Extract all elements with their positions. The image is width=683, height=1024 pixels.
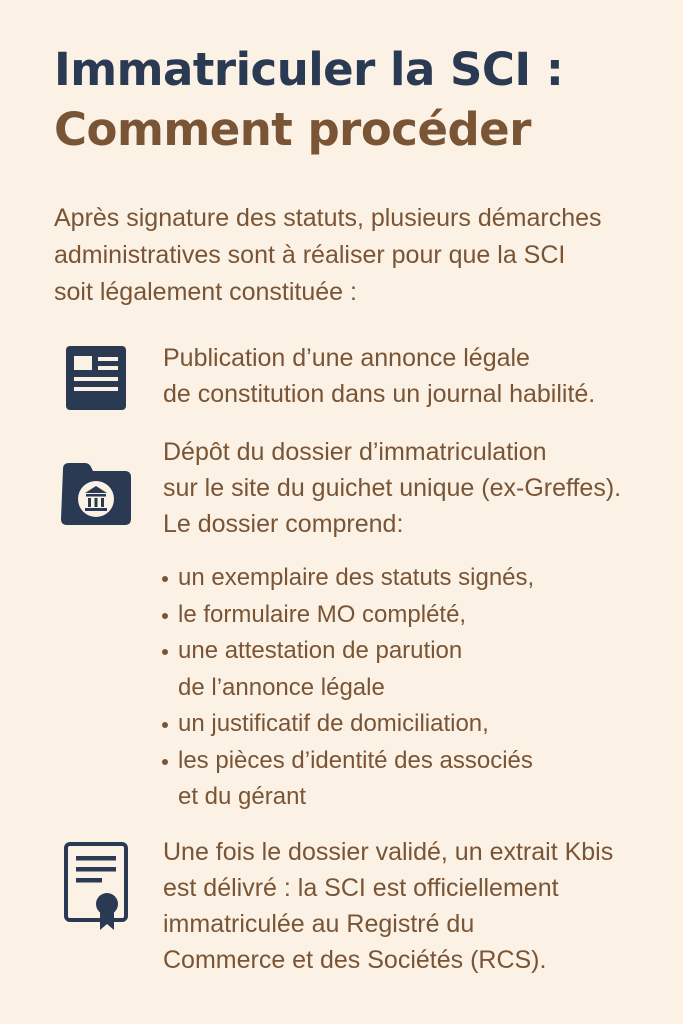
certificate-icon <box>64 842 130 932</box>
step-kbis-text <box>163 834 613 978</box>
dossier-list <box>160 560 534 816</box>
step-line: Dépôt du dossier d’immatriculation <box>163 438 547 466</box>
intro-line: Après signature des statuts, plusieurs démarches <box>54 204 602 232</box>
step-line: sur le site du guichet unique (ex-Greffes). <box>163 474 622 502</box>
step-line: est délivré : la SCI est officiellement <box>163 874 559 902</box>
list-item-text: les pièces d’identité des associés <box>178 746 533 774</box>
step-line: Le dossier comprend: <box>163 510 404 538</box>
title-line-2: Comment procéder <box>54 103 531 156</box>
intro-line: administratives sont à réaliser pour que la SCI <box>54 241 566 269</box>
list-item <box>160 743 534 816</box>
list-item <box>160 633 534 706</box>
list-item-text: un justificatif de domiciliation, <box>178 710 489 737</box>
list-item-text: le formulaire MO complété, <box>178 600 467 628</box>
list-item-text: de l’annonce légale <box>178 673 385 701</box>
step-line: immatriculée au Registré du <box>163 910 475 938</box>
step-line: Commerce et des Sociétés (RCS). <box>163 946 547 974</box>
intro-paragraph <box>54 200 664 311</box>
folder-courthouse-icon <box>59 461 133 525</box>
step-line: de constitution dans un journal habilité. <box>163 380 596 408</box>
page-title <box>54 40 563 160</box>
title-line-1: Immatriculer la SCI : <box>54 43 564 96</box>
step-publication-text <box>163 340 595 412</box>
list-item-text: une attestation de parution <box>178 637 463 664</box>
list-item-text: un exemplaire des statuts signés, <box>178 564 535 591</box>
intro-line: soit légalement constituée : <box>54 278 357 306</box>
step-line: Publication d’une annonce légale <box>163 344 530 372</box>
list-item <box>160 706 534 743</box>
newspaper-icon <box>66 346 126 410</box>
list-item <box>160 597 534 634</box>
step-depot-text <box>163 434 621 542</box>
list-item <box>160 560 534 597</box>
list-item-text: et du gérant <box>178 783 307 810</box>
step-line: Une fois le dossier validé, un extrait Kbis <box>163 838 614 866</box>
